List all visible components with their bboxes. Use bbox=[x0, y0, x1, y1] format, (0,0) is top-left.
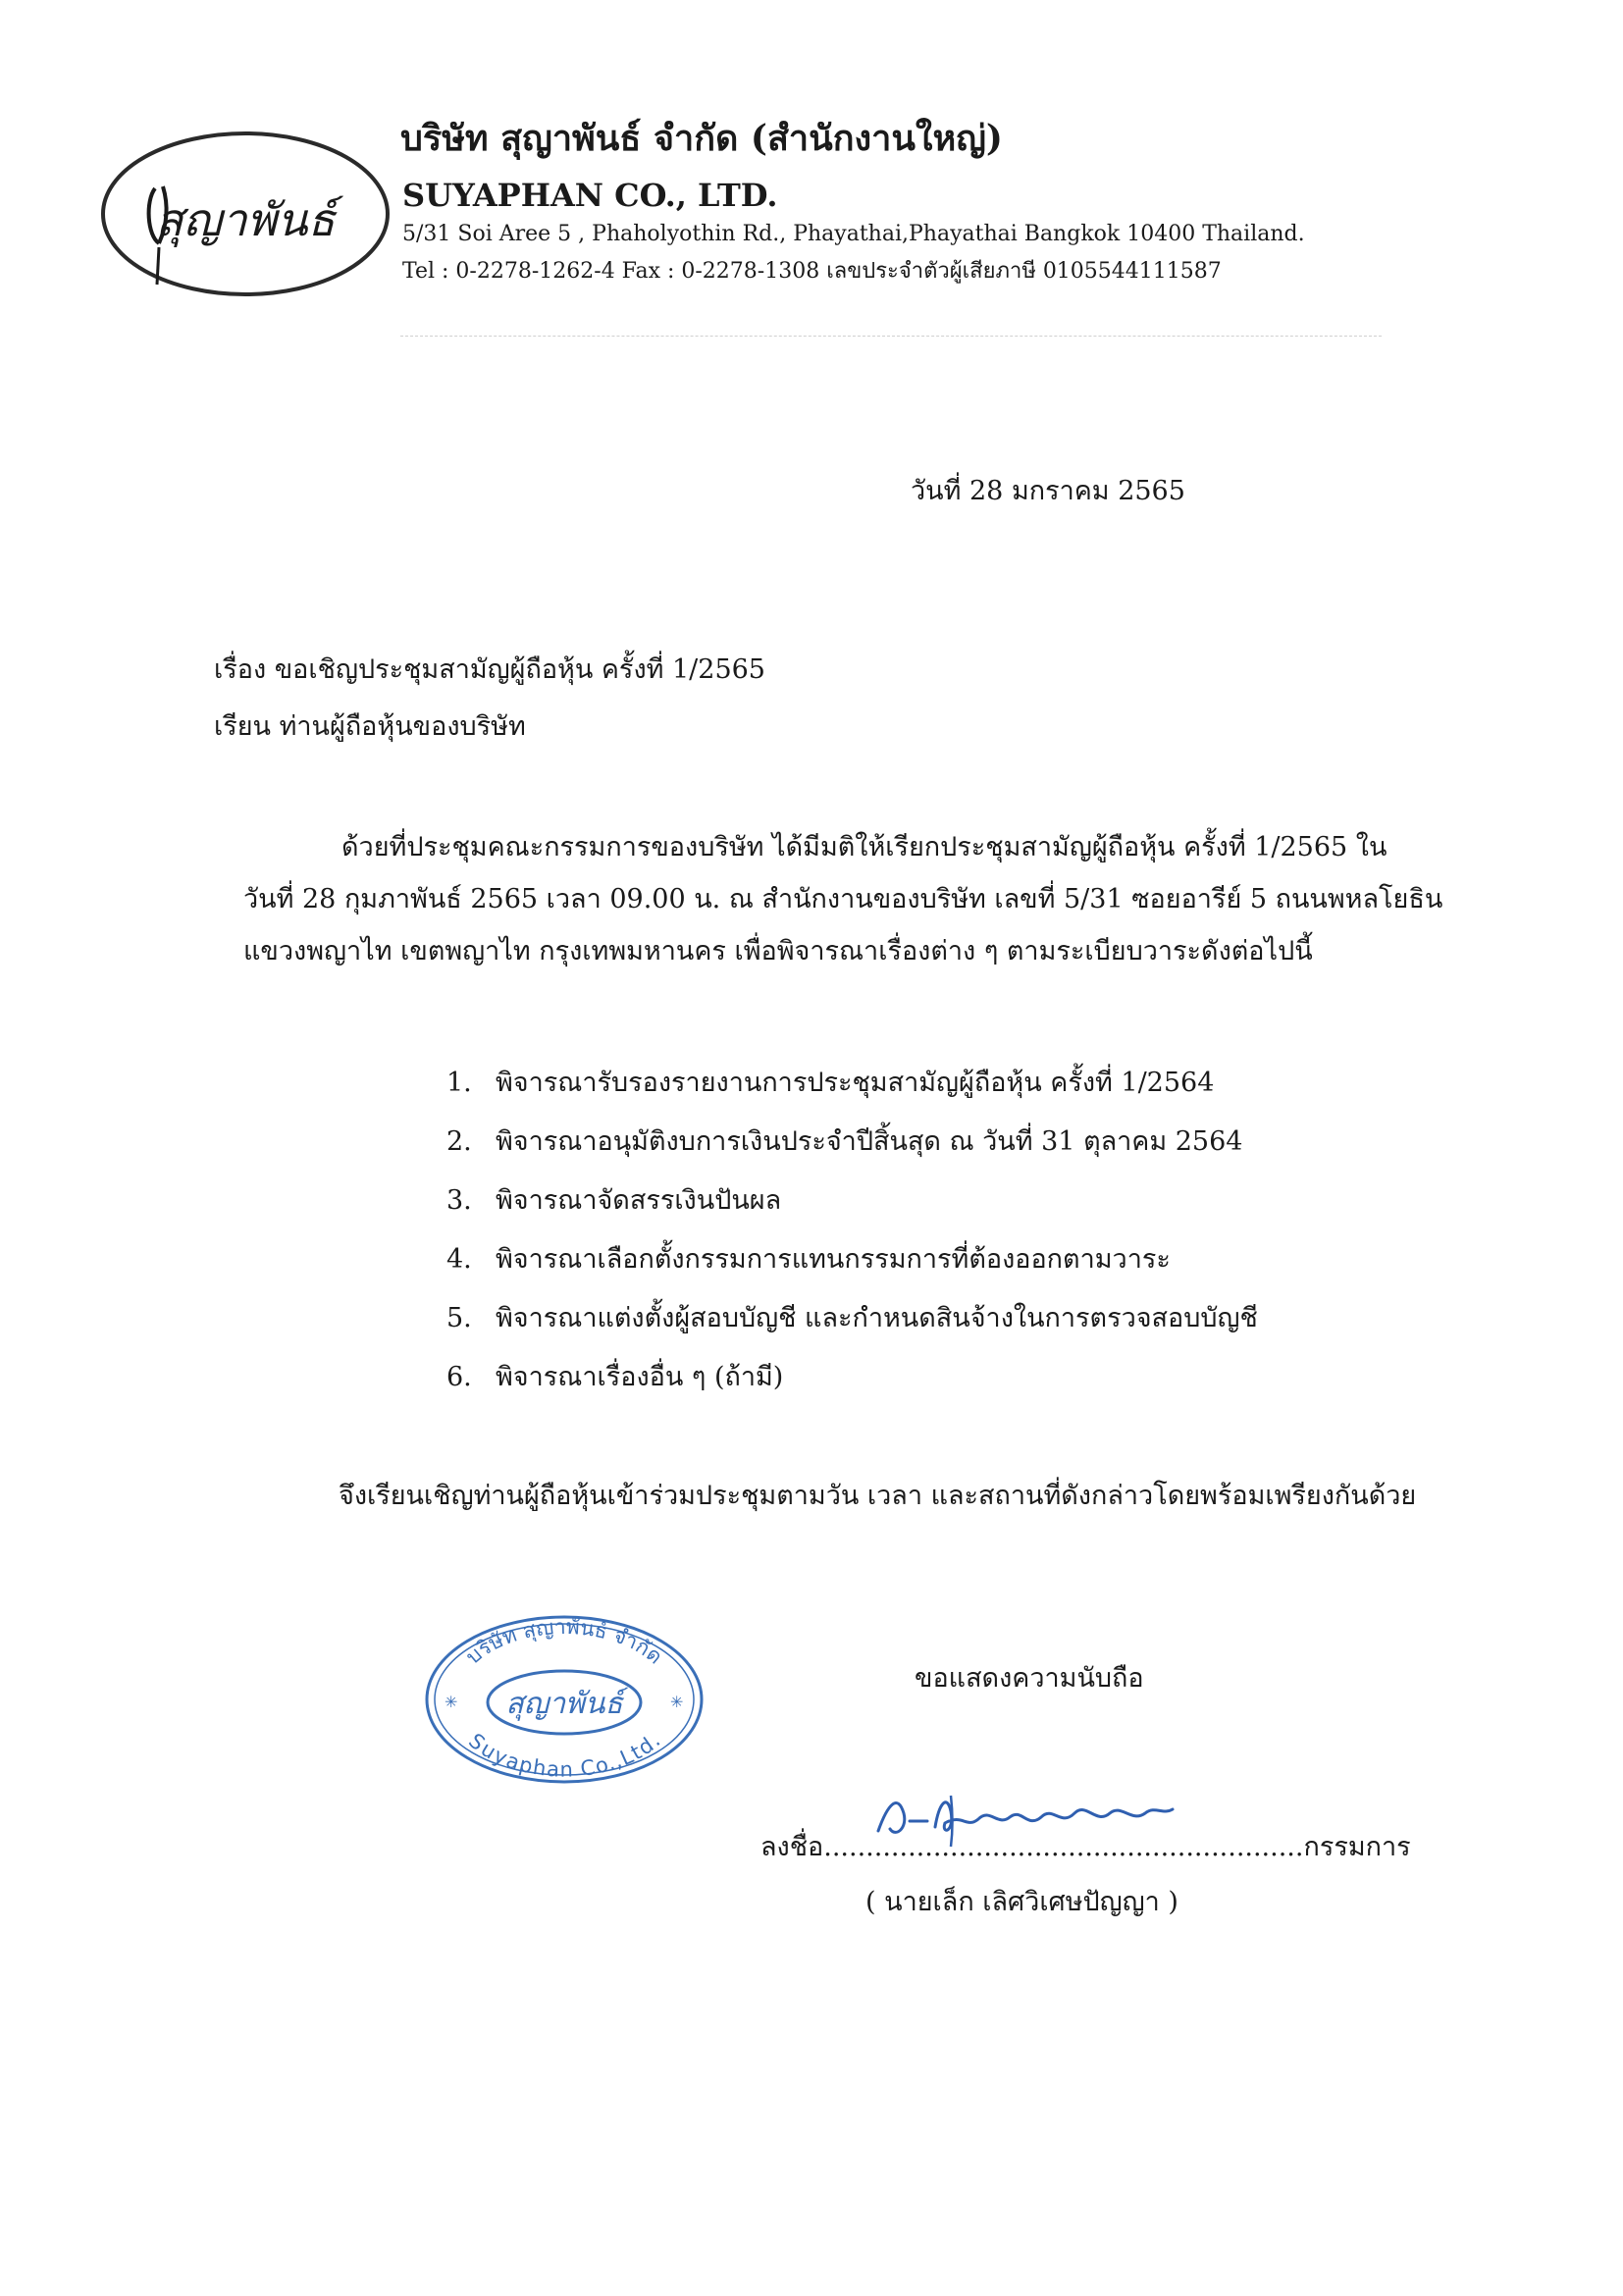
stamp-center-text: สุญาพันธ์ bbox=[505, 1687, 623, 1721]
stamp-bottom-text: Suyaphan Co.,Ltd. bbox=[464, 1728, 665, 1782]
agenda-item bbox=[446, 1230, 1258, 1289]
body-line: ด้วยที่ประชุมคณะกรรมการของบริษัท ได้มีมติให้เรียกประชุมสามัญผู้ถือหุ้น ครั้งที่ 1/2565 ใน bbox=[341, 832, 1387, 862]
letter-date: วันที่ 28 มกราคม 2565 bbox=[911, 476, 1185, 506]
agenda-number: 6. bbox=[446, 1362, 472, 1392]
letter-body bbox=[243, 821, 1475, 977]
stamp-star-icon: ✳ bbox=[670, 1693, 684, 1711]
agenda-text: พิจารณาจัดสรรเงินปันผล bbox=[496, 1185, 782, 1216]
stamp-star-icon: ✳ bbox=[445, 1693, 458, 1711]
agenda-item bbox=[446, 1172, 1258, 1230]
signer-name: ( นายเล็ก เลิศวิเศษปัญญา ) bbox=[865, 1887, 1178, 1917]
closing-sentence: จึงเรียนเชิญท่านผู้ถือหุ้นเข้าร่วมประชุมตามวัน เวลา และสถานที่ดังกล่าวโดยพร้อมเพรียงกันด้วย bbox=[339, 1481, 1417, 1511]
stamp-top-text: บริษัท สุญาพันธ์ จำกัด bbox=[461, 1614, 667, 1669]
company-logo bbox=[98, 128, 393, 299]
regards: ขอแสดงความนับถือ bbox=[915, 1663, 1144, 1694]
agenda-item bbox=[446, 1289, 1258, 1348]
agenda-text: พิจารณาแต่งตั้งผู้สอบบัญชี และกำหนดสินจ้างในการตรวจสอบบัญชี bbox=[496, 1303, 1258, 1333]
agenda-number: 4. bbox=[446, 1244, 472, 1275]
agenda-item bbox=[446, 1054, 1258, 1113]
handwritten-signature bbox=[868, 1784, 1182, 1852]
company-contact: Tel : 0-2278-1262-4 Fax : 0-2278-1308 เลขประจำตัวผู้เสียภาษี 0105544111587 bbox=[402, 259, 1222, 284]
body-line: แขวงพญาไท เขตพญาไท กรุงเทพมหานคร เพื่อพิจารณาเรื่องต่าง ๆ ตามระเบียบวาระดังต่อไปนี้ bbox=[243, 936, 1313, 966]
letter-subject: เรื่อง ขอเชิญประชุมสามัญผู้ถือหุ้น ครั้งที่ 1/2565 bbox=[214, 654, 765, 685]
agenda-text: พิจารณาอนุมัติงบการเงินประจำปีสิ้นสุด ณ วันที่ 31 ตุลาคม 2564 bbox=[496, 1126, 1243, 1157]
agenda-text: พิจารณารับรองรายงานการประชุมสามัญผู้ถือหุ้น ครั้งที่ 1/2564 bbox=[496, 1068, 1215, 1098]
agenda-text: พิจารณาเลือกตั้งกรรมการแทนกรรมการที่ต้องออกตามวาระ bbox=[496, 1244, 1171, 1275]
body-line: วันที่ 28 กุมภาพันธ์ 2565 เวลา 09.00 น. ณ สำนักงานของบริษัท เลขที่ 5/31 ซอยอารีย์ 5 ถนนพหลโยธิน bbox=[243, 884, 1443, 914]
agenda-list bbox=[446, 1054, 1258, 1407]
letterhead-divider bbox=[400, 336, 1382, 337]
agenda-number: 5. bbox=[446, 1303, 472, 1333]
agenda-item bbox=[446, 1348, 1258, 1407]
agenda-item bbox=[446, 1113, 1258, 1172]
signature-line: ลงชื่อ.........................................................กรรมการ bbox=[760, 1832, 1411, 1862]
agenda-number: 1. bbox=[446, 1068, 472, 1098]
agenda-number: 2. bbox=[446, 1126, 472, 1157]
company-stamp bbox=[417, 1609, 711, 1786]
logo-text: สุญาพันธ์ bbox=[155, 193, 336, 246]
letter-recipient: เรียน ท่านผู้ถือหุ้นของบริษัท bbox=[214, 711, 526, 742]
agenda-number: 3. bbox=[446, 1185, 472, 1216]
agenda-text: พิจารณาเรื่องอื่น ๆ (ถ้ามี) bbox=[496, 1362, 784, 1392]
company-name-thai: บริษัท สุญาพันธ์ จำกัด (สำนักงานใหญ่) bbox=[400, 118, 1003, 159]
company-address: 5/31 Soi Aree 5 , Phaholyothin Rd., Phayathai,Phayathai Bangkok 10400 Thailand. bbox=[402, 222, 1305, 246]
company-name-english: SUYAPHAN CO., LTD. bbox=[402, 177, 778, 214]
